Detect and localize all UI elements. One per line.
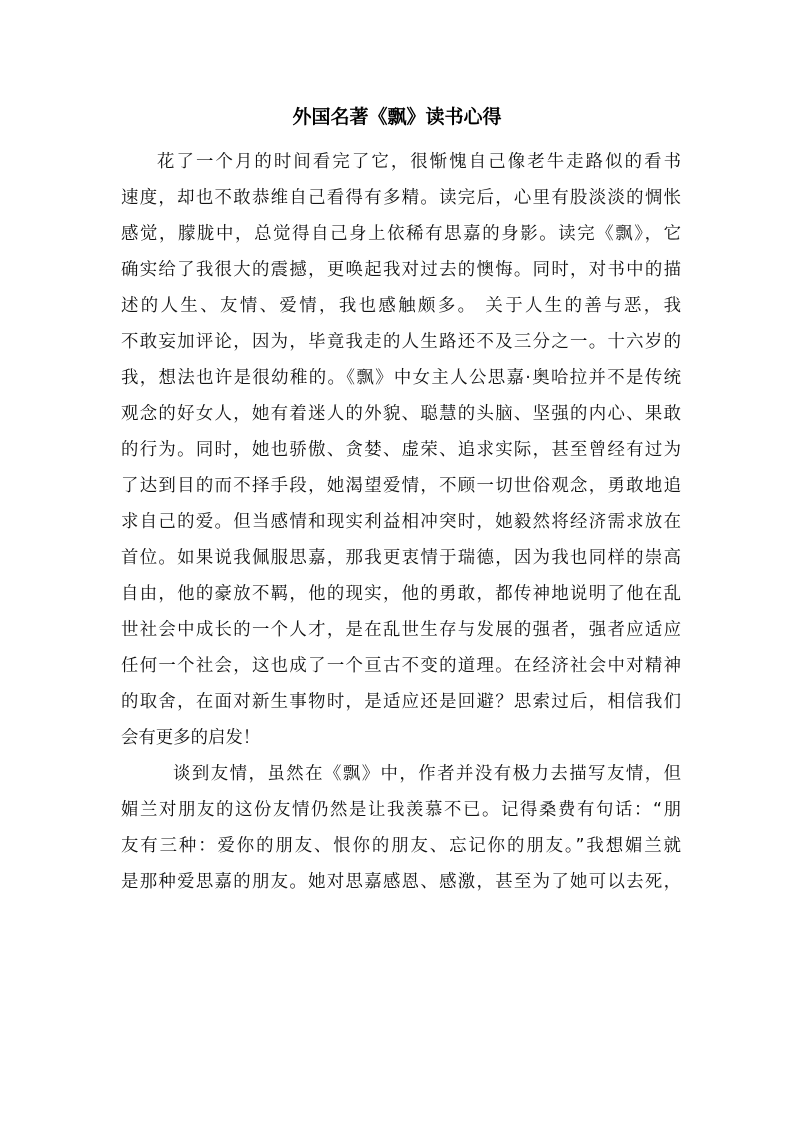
- paragraph-1-line-5: 述的人生、友情、爱情，我也感触颇多。 关于人生的善与恶，我: [121, 296, 681, 316]
- paragraph-2-line-4: 是那种爱思嘉的朋友。她对思嘉感恩、感激，甚至为了她可以去死，: [121, 872, 681, 892]
- paragraph-1-line-16: 的取舍，在面对新生事物时，是适应还是回避？思索过后，相信我们: [121, 692, 681, 712]
- paragraph-1-line-7: 我，想法也许是很幼稚的。《飘》中女主人公思嘉·奥哈拉并不是传统: [121, 368, 681, 388]
- paragraph-1-line-2: 速度，却也不敢恭维自己看得有多精。读完后，心里有股淡淡的惆怅: [121, 188, 681, 208]
- paragraph-1-line-17: 会有更多的启发！: [121, 728, 261, 748]
- paragraph-2-line-2: 媚兰对朋友的这份友情仍然是让我羡慕不已。记得桑费有句话：“朋: [121, 800, 681, 820]
- paragraph-1-line-14: 世社会中成长的一个人才，是在乱世生存与发展的强者，强者应适应: [121, 620, 681, 640]
- paragraph-1-line-1: 花了一个月的时间看完了它，很惭愧自己像老牛走路似的看书: [157, 152, 681, 172]
- paragraph-1-line-3: 感觉，朦胧中，总觉得自己身上依稀有思嘉的身影。读完《飘》，它: [121, 224, 681, 244]
- paragraph-2-line-3: 友有三种：爱你的朋友、恨你的朋友、忘记你的朋友。”我想媚兰就: [121, 836, 681, 856]
- paragraph-1-line-11: 求自己的爱。但当感情和现实利益相冲突时，她毅然将经济需求放在: [121, 512, 681, 532]
- paragraph-2-line-1: 谈到友情，虽然在《飘》中，作者并没有极力去描写友情，但: [173, 764, 681, 784]
- paragraph-1-line-12: 首位。如果说我佩服思嘉，那我更衷情于瑞德，因为我也同样的崇高: [121, 548, 681, 568]
- document-title: 外国名著《飘》读书心得: [292, 106, 502, 128]
- paragraph-1-line-6: 不敢妄加评论，因为，毕竟我走的人生路还不及三分之一。十六岁的: [121, 332, 681, 352]
- paragraph-1-line-9: 的行为。同时，她也骄傲、贪婪、虚荣、追求实际，甚至曾经有过为: [121, 440, 681, 460]
- paragraph-1-line-8: 观念的好女人，她有着迷人的外貌、聪慧的头脑、坚强的内心、果敢: [121, 404, 681, 424]
- paragraph-1-line-13: 自由，他的豪放不羁，他的现实，他的勇敢，都传神地说明了他在乱: [121, 584, 681, 604]
- paragraph-1-line-10: 了达到目的而不择手段，她渴望爱情，不顾一切世俗观念，勇敢地追: [121, 476, 681, 496]
- paragraph-1-line-15: 任何一个社会，这也成了一个亘古不变的道理。在经济社会中对精神: [121, 656, 681, 676]
- paragraph-1-line-4: 确实给了我很大的震撼，更唤起我对过去的懊悔。同时，对书中的描: [121, 260, 681, 280]
